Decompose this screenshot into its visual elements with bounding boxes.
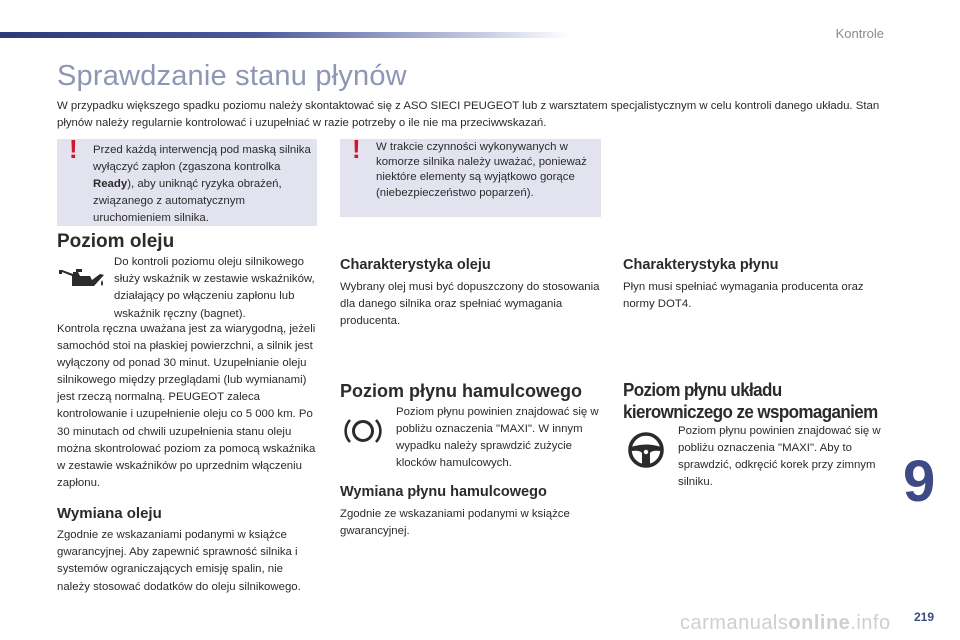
warning-exclamation-icon: ! <box>352 134 361 164</box>
oil-level-heading: Poziom oleju <box>57 231 175 252</box>
page-number: 219 <box>914 610 935 624</box>
power-steering-heading-line-1: Poziom płynu układu <box>623 380 782 401</box>
power-steering-text: Poziom płynu powinien znajdować się w pobliżu oznaczenia "MAXI". Aby to sprawdzić, odkręcić korek przy zimnym silniku. <box>678 425 881 488</box>
brake-fluid-text: Poziom płynu powinien znajdować się w pobliżu oznaczenia "MAXI". W innym wypadku należy sprawdzić zużycie klocków hamulcowych. <box>396 406 599 469</box>
page-title: Sprawdzanie stanu płynów <box>57 60 407 92</box>
steering-wheel-icon <box>626 430 666 470</box>
oil-level-text-beside-icon: Do kontroli poziomu oleju silnikowego służy wskaźnik w zestawie wskaźników, działający po włączeniu zapłonu lub wskaźnik ręczny (bagnet). <box>114 256 315 320</box>
oil-spec-heading: Charakterystyka oleju <box>340 257 491 273</box>
intro-text: W przypadku większego spadku poziomu należy skontaktować się z ASO SIECI PEUGEOT lub z warsztatem specjalistycznym w celu kontroli danego układu. Stan płynów należy regularnie kontrolować i uzupełniać w razie potrzeby o ile nie ma przeciwwskazań. <box>57 100 880 129</box>
brake-fluid-heading: Poziom płynu hamulcowego <box>340 381 583 401</box>
fluid-spec-heading: Charakterystyka płynu <box>623 257 779 273</box>
warning-exclamation-icon: ! <box>69 134 78 164</box>
warning-text: Przed każdą interwencją pod maską silnika wyłączyć zapłon (zgaszona kontrolka Ready), aby uniknąć ryzyka obrażeń, związanego z automatycznym uruchomieniem silnika. <box>93 144 311 224</box>
warning-box-ignition <box>57 134 317 226</box>
brake-warning-icon <box>344 416 382 446</box>
brake-fluid-change-text: Zgodnie ze wskazaniami podanymi w książce gwarancyjnej. <box>340 508 570 537</box>
oil-change-heading: Wymiana oleju <box>57 505 162 522</box>
oil-level-text: Kontrola ręczna uważana jest za wiarygodną, jeżeli samochód stoi na płaskiej powierzchni, a silnik jest wyłączony od ponad 30 minut. Uzupełnianie oleju silnikowego między przeglądami (lub wymianami) jest rzeczą normalną. PEUGEOT zaleca kontrolowanie i uzupełnienie oleju co 5 000 km. Po 30 minutach od chwili uzupełnienia stanu oleju można skontrolować poziom za pomocą wskaźnika w zestawie wskaźników po uprzednim włączeniu zapłonu. <box>57 323 316 489</box>
header-gradient-bar <box>0 32 570 38</box>
watermark: carmanualsonline.info <box>680 612 891 634</box>
oil-spec-text: Wybrany olej musi być dopuszczony do stosowania dla danego silnika oraz spełniać wymagania producenta. <box>340 281 600 327</box>
fluid-spec-text: Płyn musi spełniać wymagania producenta oraz normy DOT4. <box>623 281 864 310</box>
ready-label: Ready <box>93 178 128 190</box>
oil-can-icon <box>58 265 106 291</box>
section-label: Kontrole <box>835 26 884 41</box>
warning-text: W trakcie czynności wykonywanych w komorze silnika należy uważać, ponieważ niektóre elementy są wyjątkowo gorące (niebezpieczeństwo poparzeń). <box>376 141 587 199</box>
chapter-number: 9 <box>903 449 936 514</box>
warning-box-hot-parts <box>340 134 601 217</box>
oil-change-text: Zgodnie ze wskazaniami podanymi w książce gwarancyjnej. Aby zapewnić sprawność silnika i systemów ograniczających emisję spalin, nie należy stosować dodatków do oleju silnikowego. <box>57 529 301 593</box>
power-steering-heading-line-2: kierowniczego ze wspomaganiem <box>623 401 878 423</box>
brake-fluid-change-heading: Wymiana płynu hamulcowego <box>340 484 547 500</box>
power-steering-heading <box>623 380 878 423</box>
